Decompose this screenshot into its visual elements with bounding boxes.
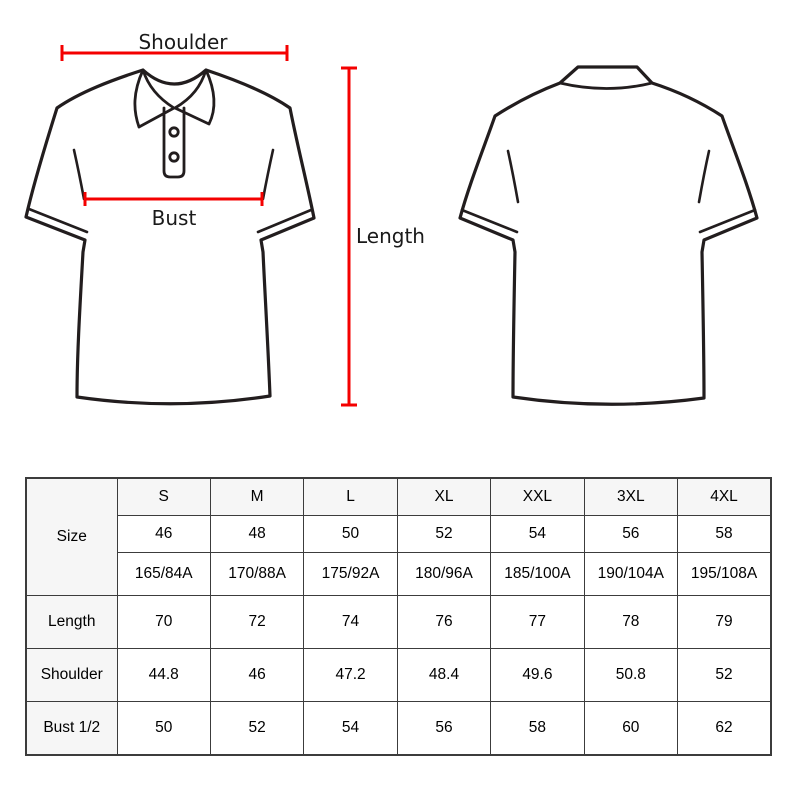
shoulder-value-cell: 48.4 (397, 648, 490, 701)
polo-front-illustration (26, 70, 314, 404)
size-number-cell: 54 (491, 515, 584, 552)
shoulder-value-cell: 49.6 (491, 648, 584, 701)
size-number-cell: 46 (117, 515, 210, 552)
bust-measure-line (85, 192, 262, 206)
bust-value-cell: 52 (210, 701, 303, 755)
length-measure-line (341, 68, 357, 405)
length-value-cell: 79 (678, 595, 771, 648)
size-column-header: XXL (491, 478, 584, 515)
size-spec-cell: 175/92A (304, 552, 397, 595)
size-column-header: 3XL (584, 478, 677, 515)
bust-value-cell: 56 (397, 701, 490, 755)
size-spec-cell: 190/104A (584, 552, 677, 595)
size-number-cell: 52 (397, 515, 490, 552)
bust-measure-label: Bust (151, 206, 197, 230)
size-column-header: XL (397, 478, 490, 515)
table-corner-size-label: Size (26, 478, 117, 595)
length-value-cell: 78 (584, 595, 677, 648)
shoulder-value-cell: 52 (678, 648, 771, 701)
size-column-header: S (117, 478, 210, 515)
length-value-cell: 77 (491, 595, 584, 648)
bust-value-cell: 58 (491, 701, 584, 755)
bust-value-cell: 60 (584, 701, 677, 755)
shoulder-value-cell: 46 (210, 648, 303, 701)
size-spec-cell: 195/108A (678, 552, 771, 595)
size-spec-cell: 180/96A (397, 552, 490, 595)
size-spec-cell: 185/100A (491, 552, 584, 595)
length-value-cell: 70 (117, 595, 210, 648)
size-column-header: 4XL (678, 478, 771, 515)
length-value-cell: 72 (210, 595, 303, 648)
shoulder-value-cell: 47.2 (304, 648, 397, 701)
shoulder-value-cell: 44.8 (117, 648, 210, 701)
bust-value-cell: 54 (304, 701, 397, 755)
length-value-cell: 76 (397, 595, 490, 648)
shoulder-row-label: Shoulder (26, 648, 117, 701)
length-row-label: Length (26, 595, 117, 648)
polo-back-illustration (460, 67, 757, 404)
size-column-header: M (210, 478, 303, 515)
size-column-header: L (304, 478, 397, 515)
size-number-cell: 56 (584, 515, 677, 552)
bust-row-label: Bust 1/2 (26, 701, 117, 755)
size-spec-cell: 165/84A (117, 552, 210, 595)
length-value-cell: 74 (304, 595, 397, 648)
shoulder-measure-label: Shoulder (138, 30, 228, 54)
size-number-cell: 58 (678, 515, 771, 552)
size-spec-cell: 170/88A (210, 552, 303, 595)
bust-value-cell: 62 (678, 701, 771, 755)
size-number-cell: 50 (304, 515, 397, 552)
shoulder-value-cell: 50.8 (584, 648, 677, 701)
size-chart-table (25, 477, 772, 756)
length-measure-label: Length (356, 224, 425, 248)
bust-value-cell: 50 (117, 701, 210, 755)
size-number-cell: 48 (210, 515, 303, 552)
